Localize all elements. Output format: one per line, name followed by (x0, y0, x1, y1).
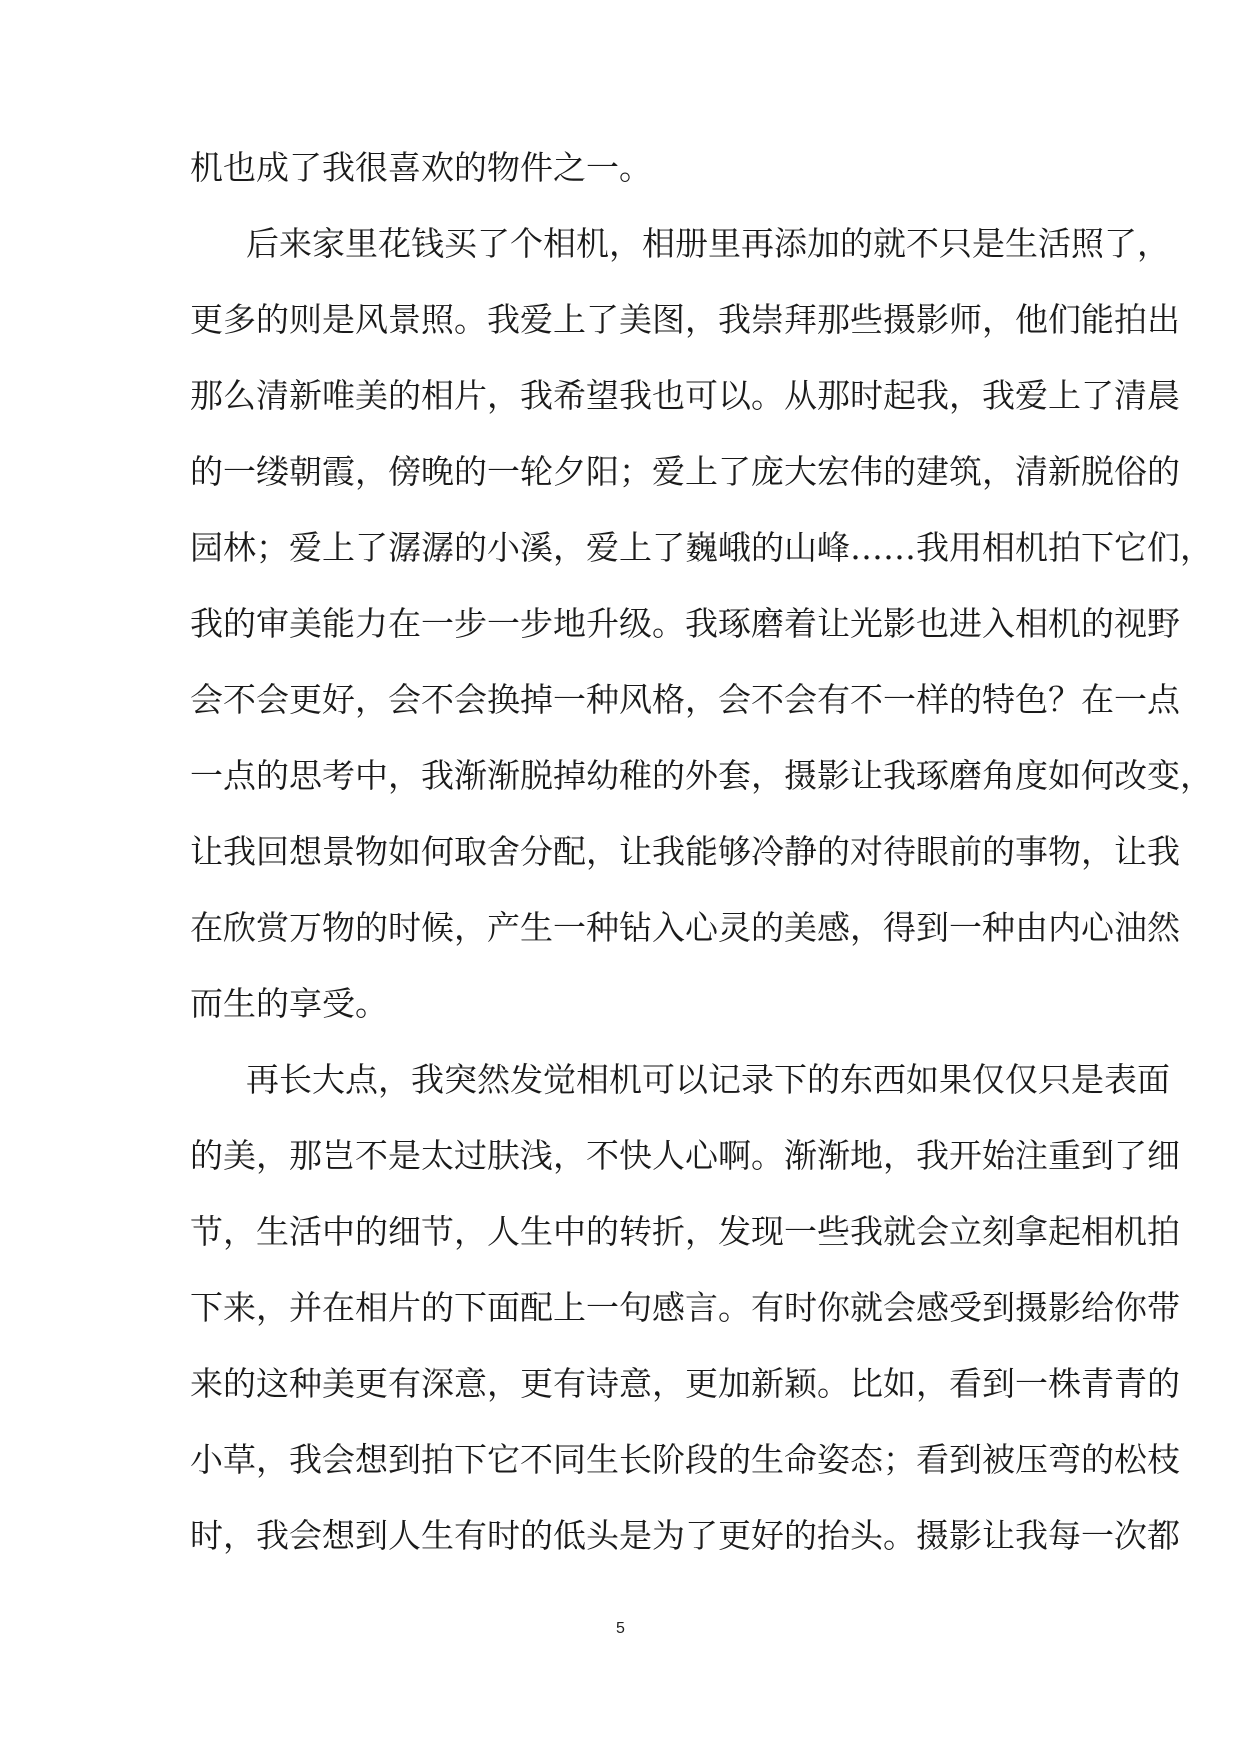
text-line: 的美，那岂不是太过肤浅，不快人心啊。渐渐地，我开始注重到了细 (190, 1136, 1180, 1175)
text-line: 会不会更好，会不会换掉一种风格，会不会有不一样的特色？在一点 (190, 680, 1180, 719)
text-line: 一点的思考中，我渐渐脱掉幼稚的外套，摄影让我琢磨角度如何改变， (190, 756, 1213, 795)
text-line: 园林；爱上了潺潺的小溪，爱上了巍峨的山峰……我用相机拍下它们， (190, 528, 1213, 567)
text-line: 让我回想景物如何取舍分配，让我能够冷静的对待眼前的事物，让我 (190, 832, 1180, 871)
text-line: 来的这种美更有深意，更有诗意，更加新颖。比如，看到一株青青的 (190, 1364, 1180, 1403)
text-line: 更多的则是风景照。我爱上了美图，我崇拜那些摄影师，他们能拍出 (190, 300, 1180, 339)
text-line: 小草，我会想到拍下它不同生长阶段的生命姿态；看到被压弯的松枝 (190, 1440, 1180, 1479)
text-line: 时，我会想到人生有时的低头是为了更好的抬头。摄影让我每一次都 (190, 1516, 1180, 1555)
text-line: 而生的享受。 (190, 984, 388, 1023)
text-line: 那么清新唯美的相片，我希望我也可以。从那时起我，我爱上了清晨 (190, 376, 1180, 415)
text-line: 节，生活中的细节，人生中的转折，发现一些我就会立刻拿起相机拍 (190, 1212, 1180, 1251)
page-number: 5 (616, 1620, 625, 1637)
text-line: 的一缕朝霞，傍晚的一轮夕阳；爱上了庞大宏伟的建筑，清新脱俗的 (190, 452, 1180, 491)
text-line: 机也成了我很喜欢的物件之一。 (190, 148, 652, 187)
text-line: 下来，并在相片的下面配上一句感言。有时你就会感受到摄影给你带 (190, 1288, 1180, 1327)
body-text (190, 130, 1213, 1574)
text-line: 后来家里花钱买了个相机，相册里再添加的就不只是生活照了， (246, 224, 1170, 263)
text-line: 再长大点，我突然发觉相机可以记录下的东西如果仅仅只是表面 (246, 1060, 1170, 1099)
text-line: 我的审美能力在一步一步地升级。我琢磨着让光影也进入相机的视野 (190, 604, 1180, 643)
text-line: 在欣赏万物的时候，产生一种钻入心灵的美感，得到一种由内心油然 (190, 908, 1180, 947)
